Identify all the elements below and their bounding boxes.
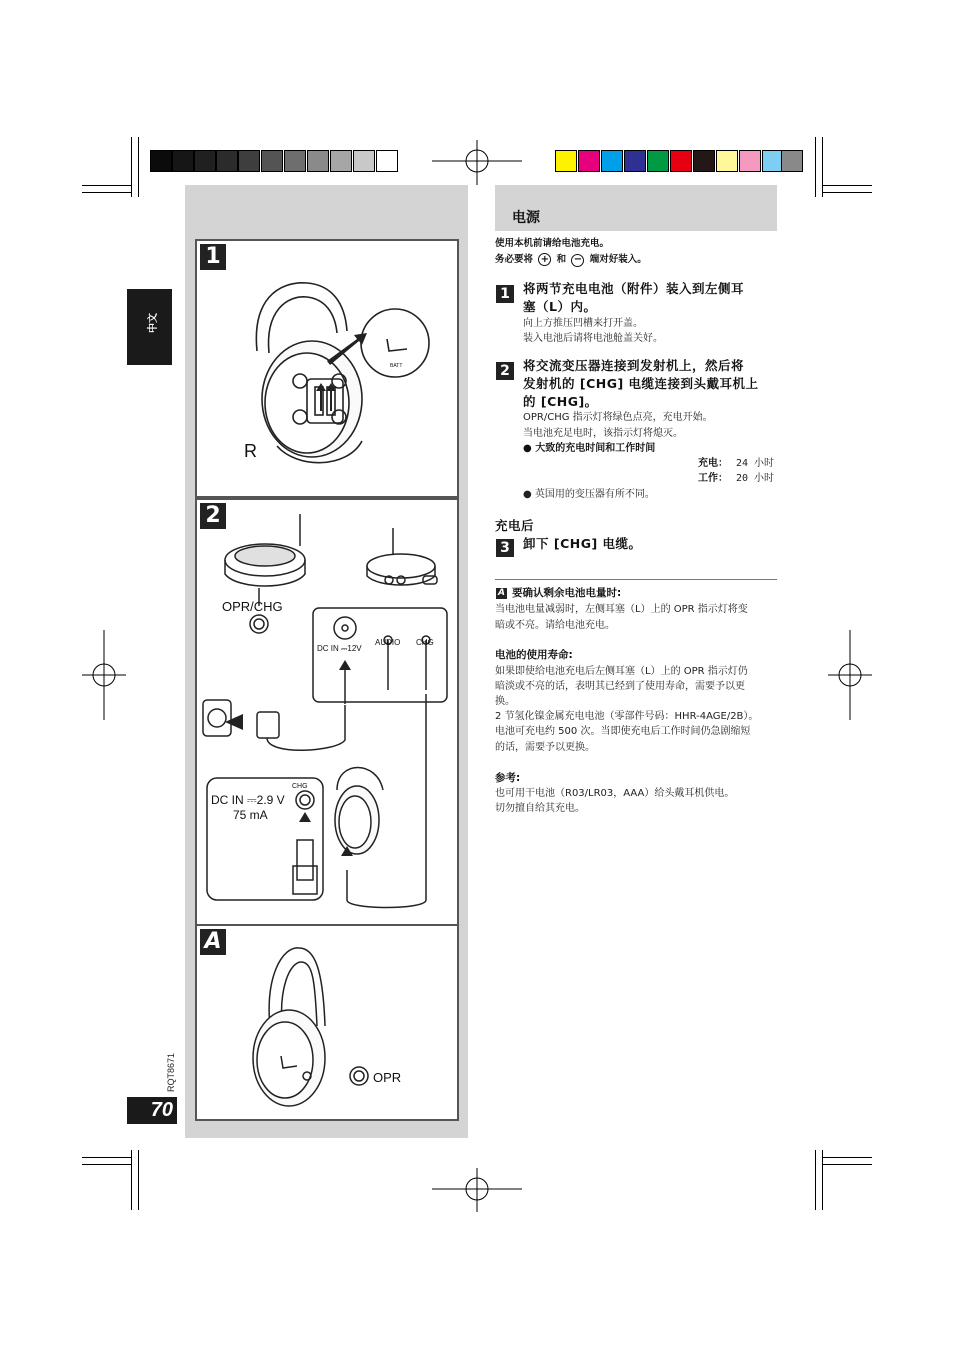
work-time-value: 20 小时	[736, 473, 775, 484]
check-line-2: 暗或不亮。请给电池充电。	[495, 620, 615, 631]
batt-label: BATT	[390, 363, 403, 369]
step-2-heading-1: 将交流变压器连接到发射机上，然后将	[523, 358, 745, 373]
color-swatch	[261, 150, 283, 172]
headphone-battery-illustration	[197, 241, 457, 496]
page-number: 70	[150, 1099, 173, 1121]
step-1-sub-2: 装入电池后请将电池舱盖关好。	[523, 333, 663, 344]
minus-circle-icon: −	[571, 254, 584, 267]
step-2-bullet-1: ● 大致的充电时间和工作时间	[523, 443, 656, 454]
check-badge: A	[496, 588, 507, 599]
step-1-heading-1: 将两节充电电池（附件）装入到左侧耳	[523, 281, 745, 296]
step-2-number: 2	[496, 362, 514, 380]
language-tab-label: 中文	[148, 313, 159, 333]
plus-circle-icon: +	[538, 253, 551, 266]
intro-line-2-a: 务必要将	[495, 254, 534, 265]
step-2-heading-2: 发射机的 [CHG] 电缆连接到头戴耳机上	[523, 376, 759, 391]
dc-in-29v-label: DC IN ⎓2.9 V	[211, 793, 285, 807]
figure-2	[195, 498, 459, 926]
opr-label: OPR	[373, 1070, 402, 1085]
audio-label: AUDIO	[375, 638, 401, 647]
color-swatch	[647, 150, 669, 172]
color-swatch	[670, 150, 692, 172]
ref-line-2: 切勿擅自给其充电。	[495, 803, 585, 814]
check-title: 要确认剩余电池电量时:	[512, 587, 622, 599]
color-swatch	[238, 150, 260, 172]
figure-a	[195, 924, 459, 1121]
color-swatch	[216, 150, 238, 172]
intro-line-2	[495, 252, 647, 267]
color-swatch	[376, 150, 398, 172]
doc-code: RQT8671	[166, 1052, 176, 1092]
figure-1-number: 1	[200, 244, 226, 270]
color-swatch	[172, 150, 194, 172]
color-swatch	[307, 150, 329, 172]
step-2-sub-1: OPR/CHG 指示灯将绿色点亮，充电开始。	[523, 412, 713, 423]
step-1-sub-1: 向上方推压凹槽来打开盖。	[523, 318, 643, 329]
dc-in-75ma-label: 75 mA	[233, 808, 268, 822]
step-1-number: 1	[496, 285, 514, 303]
step-3-number: 3	[496, 539, 514, 557]
ref-title: 参考:	[495, 772, 521, 784]
charge-time-label: 充电：	[698, 458, 728, 469]
intro-line-2-and: 和	[556, 254, 567, 265]
headphone-opr-illustration	[197, 926, 457, 1118]
work-time-label: 工作：	[698, 473, 728, 484]
life-line-2: 暗淡或不亮的话，表明其已经到了使用寿命，需要予以更	[495, 681, 745, 692]
step-1-heading-2: 塞（L）内。	[523, 299, 597, 314]
chg-label: CHG	[416, 638, 434, 647]
color-swatch	[194, 150, 216, 172]
ref-line-1: 也可用干电池（R03/LR03，AAA）给头戴耳机供电。	[495, 788, 735, 799]
step-2-bullet-2: ● 英国用的变压器有所不同。	[523, 489, 655, 500]
intro-line-1: 使用本机前请给电池充电。	[495, 238, 610, 249]
divider	[495, 579, 777, 580]
color-swatch	[716, 150, 738, 172]
color-swatch	[555, 150, 577, 172]
color-swatch	[578, 150, 600, 172]
page-number-box	[127, 1097, 177, 1124]
opr-chg-label: OPR/CHG	[222, 599, 283, 614]
section-header	[495, 185, 777, 231]
figure-2-number: 2	[200, 503, 226, 529]
life-title: 电池的使用寿命:	[495, 649, 573, 661]
language-tab	[127, 289, 172, 365]
color-swatch	[330, 150, 352, 172]
step-3-heading: 卸下 [CHG] 电缆。	[523, 536, 642, 551]
color-swatch	[624, 150, 646, 172]
step-2-heading-3: 的 [CHG]。	[523, 394, 598, 409]
color-swatch	[284, 150, 306, 172]
side-label-r: R	[244, 441, 257, 461]
charging-connection-illustration	[197, 500, 457, 924]
life-line-6: 的话，需要予以更换。	[495, 742, 595, 753]
check-line-1: 当电池电量减弱时，左侧耳塞（L）上的 OPR 指示灯将变	[495, 604, 748, 615]
intro-line-2-b: 端对好装入。	[589, 254, 647, 265]
life-line-3: 换。	[495, 696, 515, 707]
color-swatch	[353, 150, 375, 172]
life-line-4: 2 节氢化镍金属充电电池（零部件号码：HHR-4AGE/2B）。	[495, 711, 759, 722]
figure-a-letter: A	[200, 929, 226, 955]
chg-small-label: CHG	[292, 783, 308, 790]
color-swatch	[781, 150, 803, 172]
life-line-1: 如果即使给电池充电后左侧耳塞（L）上的 OPR 指示灯仍	[495, 666, 748, 677]
dc-in-12v-label: DC IN ⎓12V	[317, 644, 362, 653]
section-title: 电源	[512, 210, 540, 226]
charge-time-value: 24 小时	[736, 458, 775, 469]
color-swatch	[693, 150, 715, 172]
color-swatch	[739, 150, 761, 172]
figure-1	[195, 239, 459, 498]
life-line-5: 电池可充电约 500 次。当即使充电后工作时间仍急剧缩短	[495, 726, 751, 737]
after-charge-heading: 充电后	[495, 518, 535, 533]
color-swatch	[150, 150, 172, 172]
step-2-sub-2: 当电池充足电时，该指示灯将熄灭。	[523, 428, 683, 439]
color-swatch	[601, 150, 623, 172]
